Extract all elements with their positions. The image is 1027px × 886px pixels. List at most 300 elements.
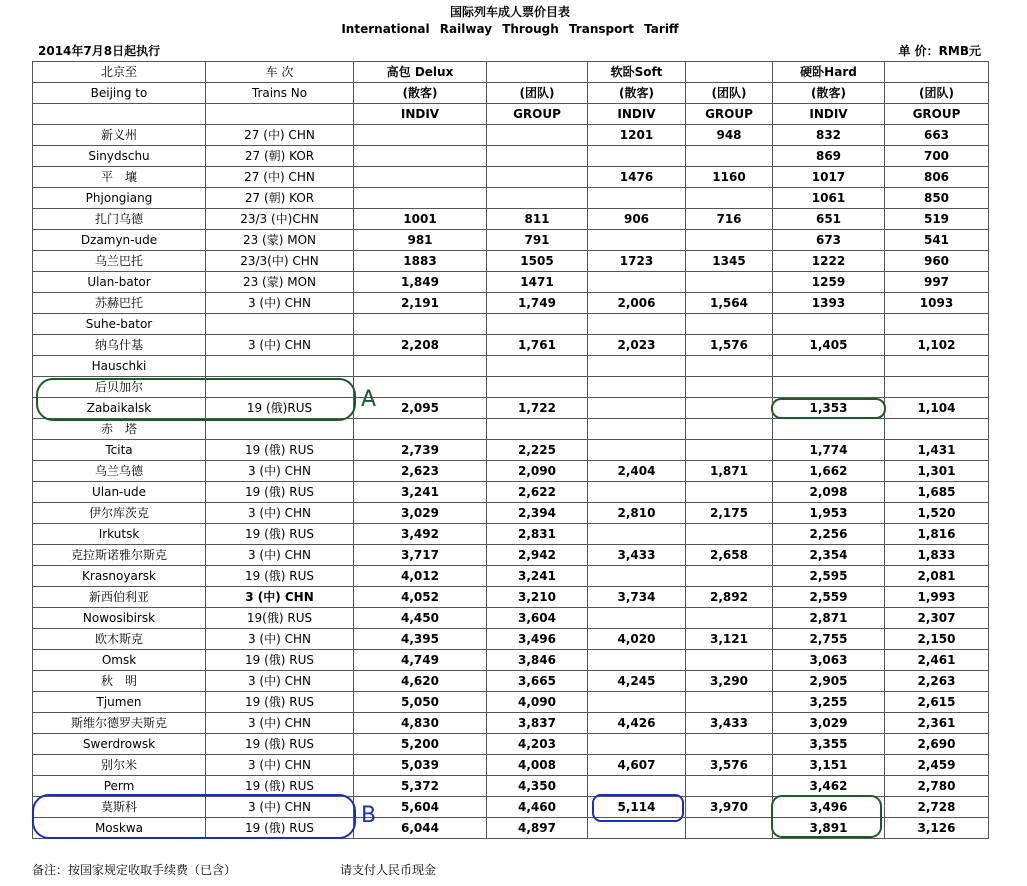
price-cell: [588, 566, 686, 587]
price-cell: [588, 146, 686, 167]
price-cell: 1,761: [487, 335, 588, 356]
price-cell: 4,012: [354, 566, 487, 587]
price-cell: [686, 524, 773, 545]
price-cell: 1,993: [885, 587, 989, 608]
price-cell: [588, 524, 686, 545]
price-cell: 541: [885, 230, 989, 251]
train-cell: 19 (俄) RUS: [206, 524, 354, 545]
price-cell: 3,255: [773, 692, 885, 713]
price-cell: [686, 230, 773, 251]
header-cell: 软卧Soft: [588, 62, 686, 83]
price-cell: [686, 608, 773, 629]
price-cell: 5,604: [354, 797, 487, 818]
price-cell: [354, 146, 487, 167]
table-row: [33, 335, 989, 356]
station-cell: Moskwa: [33, 818, 206, 839]
header-cell: (团队): [885, 83, 989, 104]
price-cell: 3,241: [487, 566, 588, 587]
price-cell: 2,208: [354, 335, 487, 356]
price-cell: [588, 272, 686, 293]
price-cell: 1160: [686, 167, 773, 188]
price-cell: 3,717: [354, 545, 487, 566]
price-cell: 906: [588, 209, 686, 230]
table-row: [33, 440, 989, 461]
title-english: International Railway Through Transport Tariff: [341, 22, 679, 36]
price-cell: 997: [885, 272, 989, 293]
station-cell: 纳乌什基: [33, 335, 206, 356]
price-cell: 3,604: [487, 608, 588, 629]
train-cell: 19 (俄) RUS: [206, 482, 354, 503]
price-cell: 1471: [487, 272, 588, 293]
price-cell: 5,372: [354, 776, 487, 797]
price-cell: 2,191: [354, 293, 487, 314]
price-cell: [588, 398, 686, 419]
header-cell: (散客): [588, 83, 686, 104]
price-cell: 4,090: [487, 692, 588, 713]
price-cell: 3,029: [354, 503, 487, 524]
table-row: [33, 230, 989, 251]
train-cell: 27 (中) CHN: [206, 167, 354, 188]
price-cell: 3,151: [773, 755, 885, 776]
price-cell: [487, 167, 588, 188]
price-cell: 2,615: [885, 692, 989, 713]
header-cell: (团队): [686, 83, 773, 104]
price-cell: [354, 419, 487, 440]
price-cell: [686, 440, 773, 461]
price-cell: [354, 188, 487, 209]
price-cell: 1093: [885, 293, 989, 314]
price-cell: 948: [686, 125, 773, 146]
header-cell: GROUP: [487, 104, 588, 125]
price-cell: 2,905: [773, 671, 885, 692]
price-cell: 3,433: [588, 545, 686, 566]
table-row: [33, 314, 989, 335]
price-cell: 4,020: [588, 629, 686, 650]
station-cell: 后贝加尔: [33, 377, 206, 398]
price-cell: 2,023: [588, 335, 686, 356]
header-cell: [487, 62, 588, 83]
header-cell: GROUP: [885, 104, 989, 125]
tariff-table: [32, 61, 989, 839]
price-cell: 3,290: [686, 671, 773, 692]
train-cell: 23 (蒙) MON: [206, 230, 354, 251]
train-cell: 23/3(中) CHN: [206, 251, 354, 272]
train-cell: 27 (朝) KOR: [206, 188, 354, 209]
station-cell: 秋 明: [33, 671, 206, 692]
price-cell: 2,658: [686, 545, 773, 566]
table-row: [33, 818, 989, 839]
price-cell: 1,833: [885, 545, 989, 566]
price-cell: 1505: [487, 251, 588, 272]
train-cell: 19 (俄) RUS: [206, 776, 354, 797]
price-cell: 2,690: [885, 734, 989, 755]
price-cell: [588, 188, 686, 209]
table-row: [33, 398, 989, 419]
price-cell: [588, 650, 686, 671]
table-row: [33, 167, 989, 188]
price-cell: 811: [487, 209, 588, 230]
train-cell: 3 (中) CHN: [206, 503, 354, 524]
train-cell: [206, 377, 354, 398]
price-cell: [588, 608, 686, 629]
price-cell: 1,520: [885, 503, 989, 524]
price-cell: 2,728: [885, 797, 989, 818]
price-cell: 1,564: [686, 293, 773, 314]
station-cell: 别尔米: [33, 755, 206, 776]
price-cell: 4,395: [354, 629, 487, 650]
price-cell: 2,006: [588, 293, 686, 314]
train-cell: 19 (俄) RUS: [206, 734, 354, 755]
price-cell: 2,090: [487, 461, 588, 482]
price-cell: 1001: [354, 209, 487, 230]
train-cell: 19 (俄) RUS: [206, 692, 354, 713]
price-cell: 2,780: [885, 776, 989, 797]
price-cell: 1,353: [773, 398, 885, 419]
price-cell: 2,307: [885, 608, 989, 629]
table-row: [33, 734, 989, 755]
table-row: [33, 587, 989, 608]
price-cell: [354, 167, 487, 188]
station-cell: 新西伯利亚: [33, 587, 206, 608]
train-cell: 19 (俄)RUS: [206, 398, 354, 419]
header-cell: 车 次: [206, 62, 354, 83]
price-cell: 2,622: [487, 482, 588, 503]
price-cell: 4,607: [588, 755, 686, 776]
price-cell: 3,665: [487, 671, 588, 692]
price-cell: [588, 692, 686, 713]
title-chinese: 国际列车成人票价目表: [449, 5, 570, 19]
table-row: [33, 125, 989, 146]
price-cell: 1,722: [487, 398, 588, 419]
price-cell: 3,029: [773, 713, 885, 734]
price-cell: 2,623: [354, 461, 487, 482]
table-row: [33, 545, 989, 566]
price-cell: 3,846: [487, 650, 588, 671]
train-cell: [206, 356, 354, 377]
header-cell: INDIV: [354, 104, 487, 125]
table-row: [33, 713, 989, 734]
price-cell: [686, 419, 773, 440]
price-cell: 850: [885, 188, 989, 209]
station-cell: 新义州: [33, 125, 206, 146]
header-cell: [33, 104, 206, 125]
price-cell: 519: [885, 209, 989, 230]
price-cell: 4,350: [487, 776, 588, 797]
station-cell: 欧木斯克: [33, 629, 206, 650]
price-cell: [588, 734, 686, 755]
price-cell: 3,241: [354, 482, 487, 503]
price-cell: [686, 356, 773, 377]
price-cell: [885, 419, 989, 440]
table-row: [33, 272, 989, 293]
price-cell: 2,404: [588, 461, 686, 482]
price-cell: 2,098: [773, 482, 885, 503]
header-cell: 北京至: [33, 62, 206, 83]
price-cell: 4,008: [487, 755, 588, 776]
price-cell: 3,433: [686, 713, 773, 734]
station-cell: Swerdrowsk: [33, 734, 206, 755]
price-cell: 1061: [773, 188, 885, 209]
station-cell: 莫斯科: [33, 797, 206, 818]
annotation-b-label: B: [361, 803, 377, 828]
station-cell: 赤 塔: [33, 419, 206, 440]
price-cell: 2,871: [773, 608, 885, 629]
table-row: [33, 503, 989, 524]
train-cell: 3 (中) CHN: [206, 629, 354, 650]
station-cell: Tjumen: [33, 692, 206, 713]
station-cell: Zabaikalsk: [33, 398, 206, 419]
price-cell: 1,662: [773, 461, 885, 482]
price-cell: [588, 419, 686, 440]
header-cell: [206, 104, 354, 125]
price-cell: 1883: [354, 251, 487, 272]
price-cell: 2,755: [773, 629, 885, 650]
price-cell: [588, 776, 686, 797]
price-cell: [354, 356, 487, 377]
header-row-3: [33, 104, 989, 125]
footer-payment: 请支付人民币现金: [340, 863, 437, 877]
price-cell: 1201: [588, 125, 686, 146]
price-cell: [354, 377, 487, 398]
effective-date: 2014年7月8日起执行: [38, 44, 161, 58]
price-cell: 4,620: [354, 671, 487, 692]
station-cell: Ulan-ude: [33, 482, 206, 503]
price-cell: 4,749: [354, 650, 487, 671]
price-cell: 3,492: [354, 524, 487, 545]
train-cell: 19 (俄) RUS: [206, 650, 354, 671]
price-cell: 806: [885, 167, 989, 188]
header-row-1: [33, 62, 989, 83]
price-cell: 3,121: [686, 629, 773, 650]
train-cell: 3 (中) CHN: [206, 461, 354, 482]
price-cell: 4,245: [588, 671, 686, 692]
price-cell: 2,394: [487, 503, 588, 524]
price-cell: 651: [773, 209, 885, 230]
train-cell: 23/3 (中)CHN: [206, 209, 354, 230]
price-cell: 2,942: [487, 545, 588, 566]
table-row: [33, 377, 989, 398]
price-cell: 2,461: [885, 650, 989, 671]
price-cell: 2,150: [885, 629, 989, 650]
station-cell: 乌兰乌德: [33, 461, 206, 482]
station-cell: 斯维尔德罗夫斯克: [33, 713, 206, 734]
price-cell: 2,739: [354, 440, 487, 461]
table-row: [33, 146, 989, 167]
price-cell: [686, 692, 773, 713]
price-cell: [686, 776, 773, 797]
price-cell: [686, 818, 773, 839]
price-cell: [487, 377, 588, 398]
price-cell: 2,263: [885, 671, 989, 692]
price-cell: [487, 314, 588, 335]
price-cell: 1,849: [354, 272, 487, 293]
station-cell: Nowosibirsk: [33, 608, 206, 629]
header-row-2: [33, 83, 989, 104]
price-cell: 1393: [773, 293, 885, 314]
price-cell: 3,496: [773, 797, 885, 818]
price-cell: 2,361: [885, 713, 989, 734]
train-cell: 3 (中) CHN: [206, 293, 354, 314]
price-cell: [686, 377, 773, 398]
table-row: [33, 755, 989, 776]
train-cell: 19(俄) RUS: [206, 608, 354, 629]
train-cell: 19 (俄) RUS: [206, 818, 354, 839]
price-cell: 4,450: [354, 608, 487, 629]
header-cell: Trains No: [206, 83, 354, 104]
price-cell: [487, 419, 588, 440]
table-row: [33, 629, 989, 650]
train-cell: 3 (中) CHN: [206, 755, 354, 776]
price-cell: 6,044: [354, 818, 487, 839]
station-cell: Suhe-bator: [33, 314, 206, 335]
price-cell: 1,102: [885, 335, 989, 356]
price-cell: 3,734: [588, 587, 686, 608]
price-cell: 2,354: [773, 545, 885, 566]
station-cell: Ulan-bator: [33, 272, 206, 293]
table-row: [33, 776, 989, 797]
header-cell: (散客): [773, 83, 885, 104]
price-cell: 1222: [773, 251, 885, 272]
price-cell: 673: [773, 230, 885, 251]
price-cell: 3,891: [773, 818, 885, 839]
station-cell: Krasnoyarsk: [33, 566, 206, 587]
price-cell: 5,200: [354, 734, 487, 755]
train-cell: 23 (蒙) MON: [206, 272, 354, 293]
train-cell: 3 (中) CHN: [206, 545, 354, 566]
price-cell: 1,953: [773, 503, 885, 524]
header-cell: INDIV: [773, 104, 885, 125]
station-cell: Irkutsk: [33, 524, 206, 545]
price-cell: 2,095: [354, 398, 487, 419]
price-cell: 1,104: [885, 398, 989, 419]
station-cell: 乌兰巴托: [33, 251, 206, 272]
price-cell: 5,050: [354, 692, 487, 713]
price-cell: 3,576: [686, 755, 773, 776]
price-cell: 1,816: [885, 524, 989, 545]
price-cell: 1,576: [686, 335, 773, 356]
header-cell: Beijing to: [33, 83, 206, 104]
table-row: [33, 566, 989, 587]
price-cell: [588, 356, 686, 377]
table-row: [33, 650, 989, 671]
table-row: [33, 209, 989, 230]
station-cell: 扎门乌德: [33, 209, 206, 230]
price-cell: 4,203: [487, 734, 588, 755]
price-cell: [588, 440, 686, 461]
price-cell: 2,175: [686, 503, 773, 524]
price-cell: 4,897: [487, 818, 588, 839]
price-cell: [354, 125, 487, 146]
annotation-a-label: A: [361, 387, 377, 412]
price-cell: [354, 314, 487, 335]
price-cell: 1,871: [686, 461, 773, 482]
price-cell: 2,559: [773, 587, 885, 608]
price-cell: 1,685: [885, 482, 989, 503]
header-cell: GROUP: [686, 104, 773, 125]
table-row: [33, 461, 989, 482]
header-cell: [885, 62, 989, 83]
price-cell: 3,063: [773, 650, 885, 671]
price-cell: 2,256: [773, 524, 885, 545]
table-row: [33, 419, 989, 440]
price-cell: 3,496: [487, 629, 588, 650]
price-cell: 2,892: [686, 587, 773, 608]
station-cell: Sinydschu: [33, 146, 206, 167]
price-cell: [588, 314, 686, 335]
price-cell: 3,970: [686, 797, 773, 818]
table-row: [33, 293, 989, 314]
station-cell: 苏赫巴托: [33, 293, 206, 314]
price-cell: [885, 314, 989, 335]
price-cell: 981: [354, 230, 487, 251]
price-cell: 832: [773, 125, 885, 146]
price-cell: [686, 188, 773, 209]
table-row: [33, 356, 989, 377]
station-cell: Omsk: [33, 650, 206, 671]
header-cell: (散客): [354, 83, 487, 104]
header-cell: INDIV: [588, 104, 686, 125]
price-cell: 2,810: [588, 503, 686, 524]
station-cell: Phjongiang: [33, 188, 206, 209]
price-cell: 2,831: [487, 524, 588, 545]
table-row: [33, 797, 989, 818]
price-cell: [588, 482, 686, 503]
price-cell: 1017: [773, 167, 885, 188]
train-cell: 3 (中) CHN: [206, 671, 354, 692]
train-cell: 19 (俄) RUS: [206, 566, 354, 587]
header-cell: (团队): [487, 83, 588, 104]
price-cell: [588, 377, 686, 398]
price-cell: 1,405: [773, 335, 885, 356]
price-cell: [773, 314, 885, 335]
price-cell: [686, 734, 773, 755]
price-cell: 663: [885, 125, 989, 146]
price-cell: [686, 566, 773, 587]
price-cell: [773, 419, 885, 440]
price-cell: 1,431: [885, 440, 989, 461]
price-cell: 700: [885, 146, 989, 167]
price-cell: 3,837: [487, 713, 588, 734]
price-cell: [588, 818, 686, 839]
price-cell: 2,225: [487, 440, 588, 461]
price-cell: 2,081: [885, 566, 989, 587]
price-cell: 1,774: [773, 440, 885, 461]
header-cell: 硬卧Hard: [773, 62, 885, 83]
price-cell: [885, 356, 989, 377]
price-cell: [885, 377, 989, 398]
station-cell: 伊尔库茨克: [33, 503, 206, 524]
price-cell: [487, 125, 588, 146]
price-cell: 2,595: [773, 566, 885, 587]
header-cell: [686, 62, 773, 83]
price-cell: 1345: [686, 251, 773, 272]
price-cell: 716: [686, 209, 773, 230]
price-cell: 869: [773, 146, 885, 167]
table-row: [33, 608, 989, 629]
price-cell: 3,355: [773, 734, 885, 755]
price-cell: 1,749: [487, 293, 588, 314]
table-row: [33, 692, 989, 713]
price-cell: 2,459: [885, 755, 989, 776]
price-cell: [686, 398, 773, 419]
price-cell: 1723: [588, 251, 686, 272]
footer-note: 备注：按国家规定收取手续费（已含）: [32, 863, 237, 877]
price-cell: 4,052: [354, 587, 487, 608]
price-cell: 960: [885, 251, 989, 272]
header-cell: 高包 Delux: [354, 62, 487, 83]
price-cell: 1476: [588, 167, 686, 188]
price-unit: 单 价：RMB元: [898, 44, 981, 58]
